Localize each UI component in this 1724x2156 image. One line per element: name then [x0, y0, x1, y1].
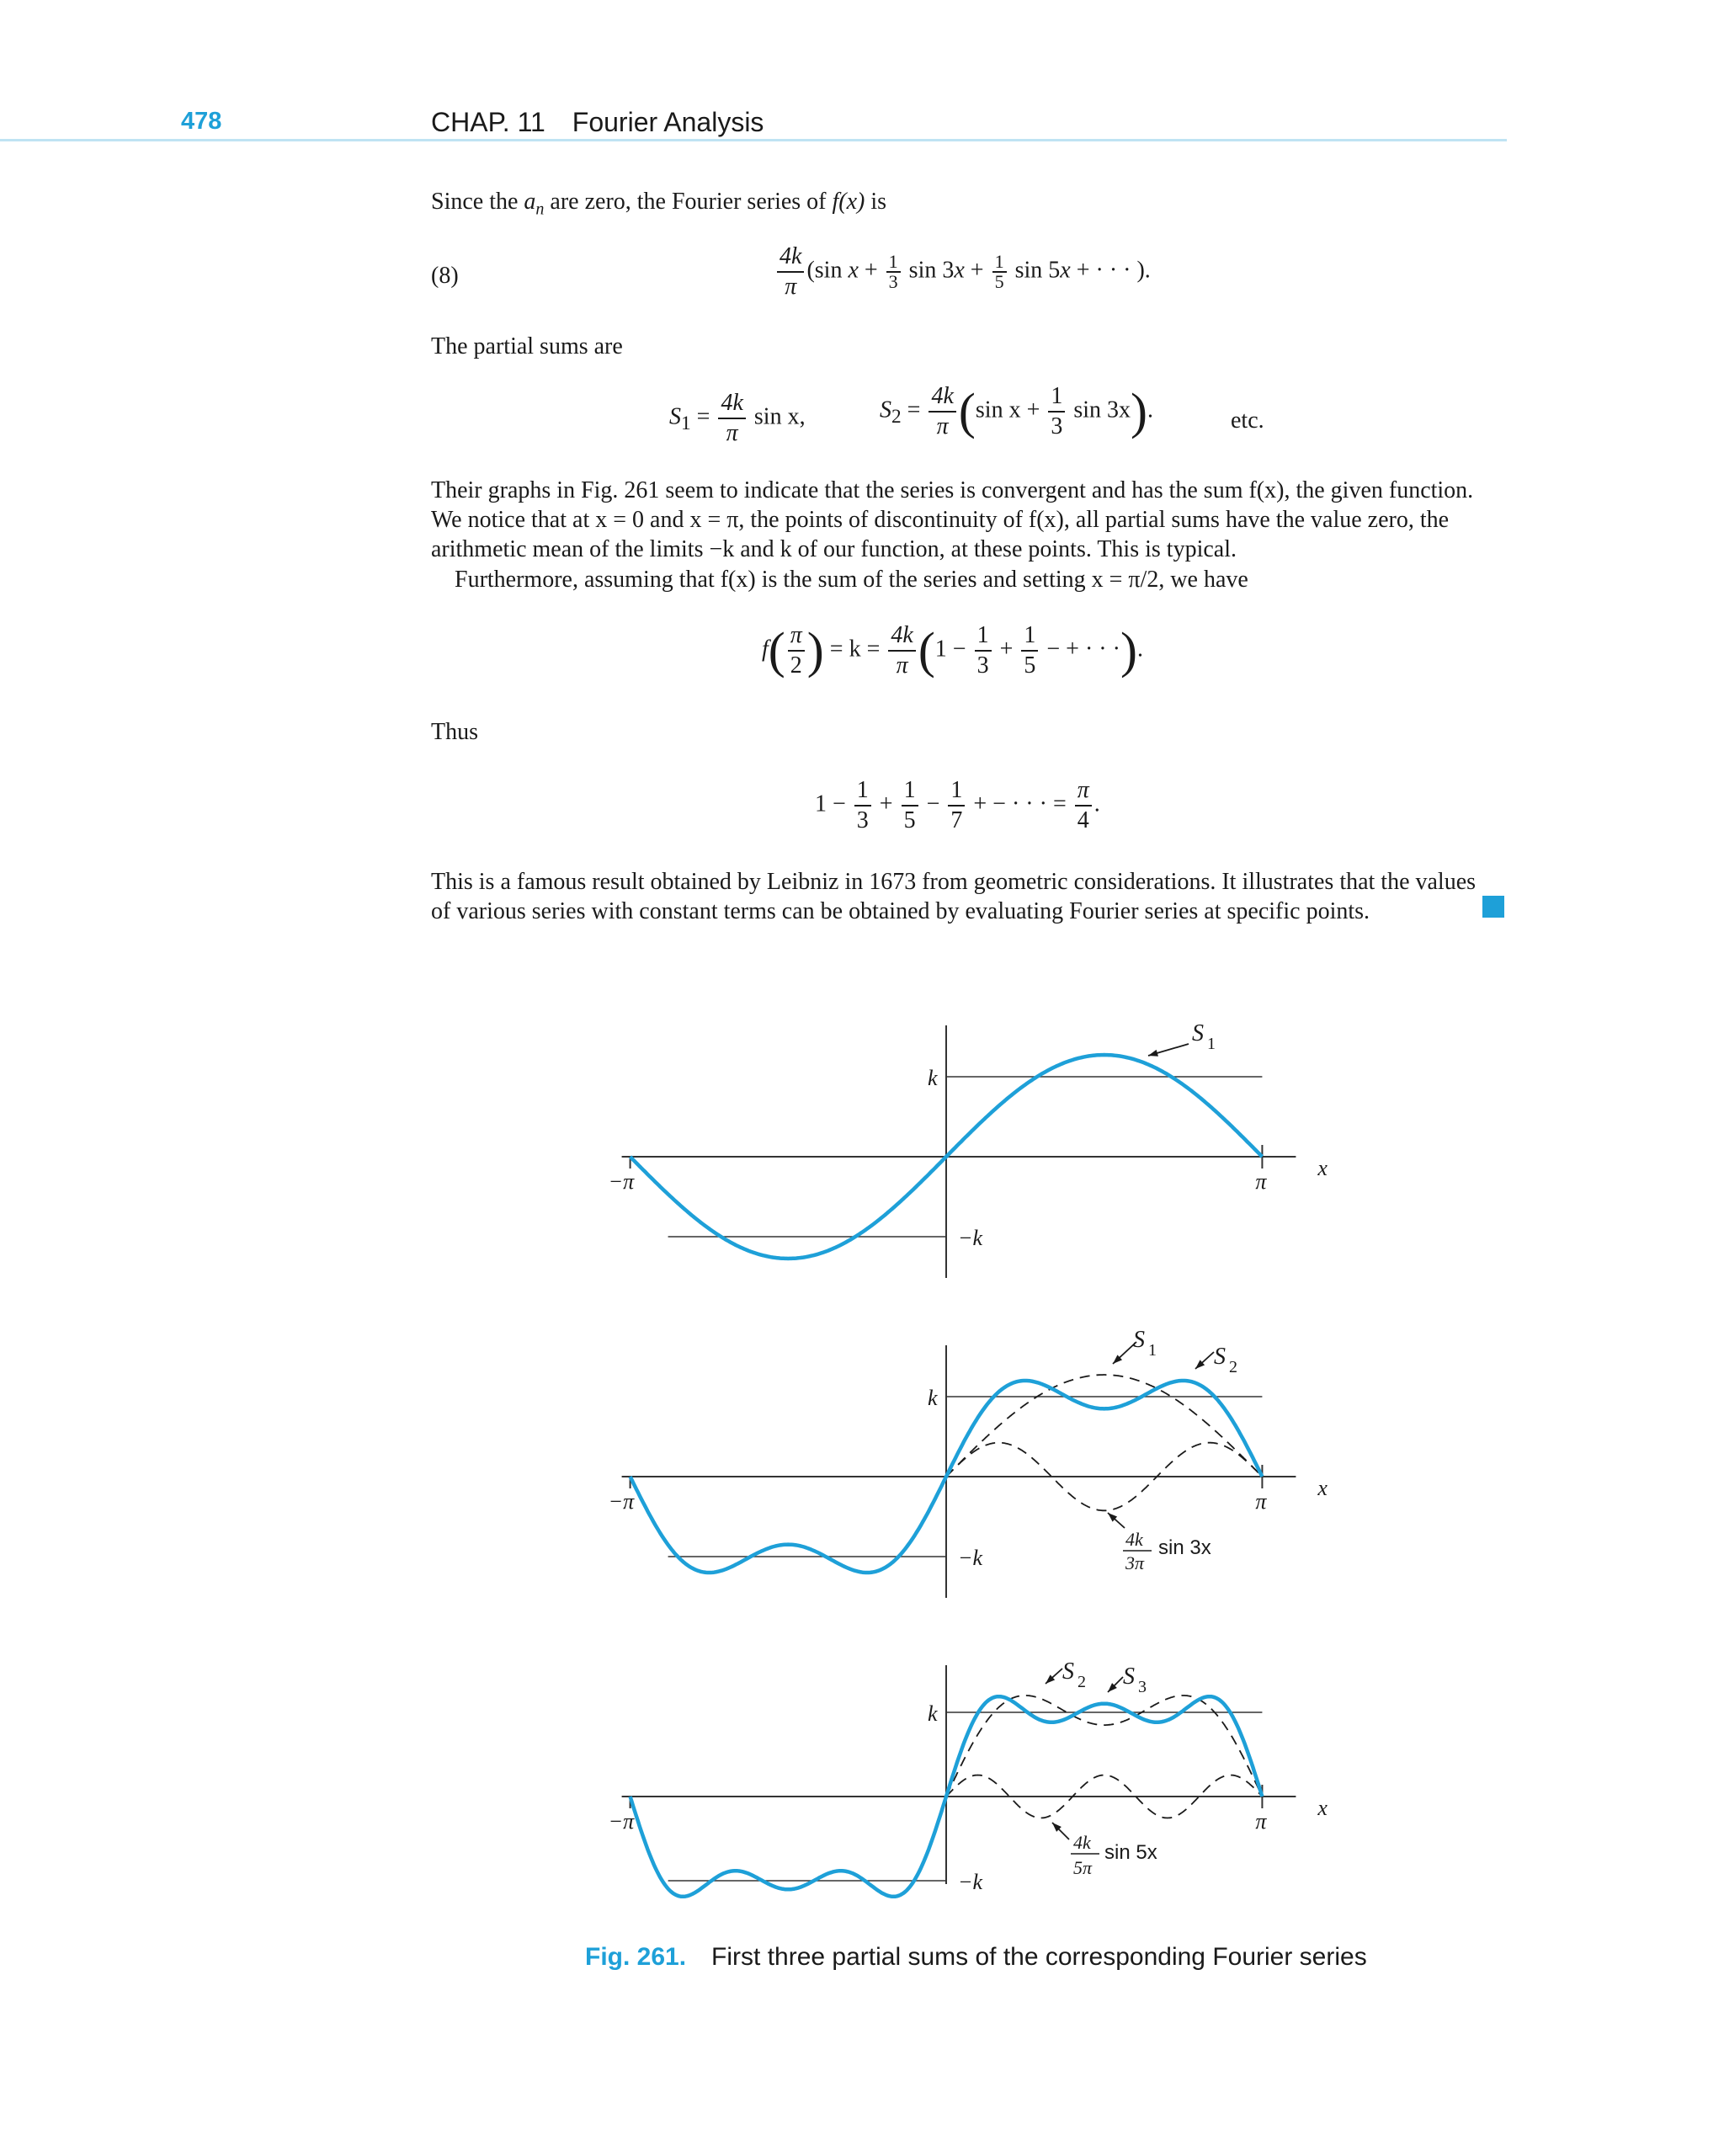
equation-leibniz: 1 − $\frac{1}{3}$ + $\frac{1}{5}$ − $\frac{1}{7}$ + − · · · = $\frac{\pi}{4}$ .	[815, 777, 1100, 833]
caption-text: First three partial sums of the corresponding Fourier series	[711, 1943, 1367, 1971]
paragraph-intro: Since the $a_n$ are zero, the Fourier series of f(x) is	[431, 189, 887, 219]
label-s1-top-S: S	[1192, 1020, 1204, 1046]
arrow-s1-top-head	[1148, 1050, 1158, 1057]
graph-3-label-pi: π	[1255, 1809, 1267, 1834]
paragraph-furthermore: Furthermore, assuming that f(x) is the sum of the series and setting x = π/2, we have	[455, 567, 1248, 593]
paragraph-partial-sums: The partial sums are	[431, 333, 623, 359]
graph-2-label-k: k	[928, 1386, 938, 1410]
label-s3-bot-S: S	[1123, 1664, 1135, 1690]
label-frac3-den: 3π	[1125, 1552, 1145, 1573]
label-sin3x: sin 3x	[1158, 1536, 1211, 1559]
paragraph-thus: Thus	[431, 719, 478, 745]
graph-2-label-x: x	[1317, 1476, 1328, 1500]
label-s2-mid-sub: 2	[1229, 1358, 1237, 1376]
chapter-title: Fourier Analysis	[572, 107, 764, 137]
graph-2-label-minus-k: −k	[958, 1546, 983, 1570]
graph-2-dashed-1	[946, 1375, 1262, 1477]
label-sin5x: sin 5x	[1104, 1841, 1157, 1864]
graph-3-label-k: k	[928, 1701, 938, 1726]
graph-3-label-minus-pi: −π	[608, 1809, 635, 1834]
paragraph-convergence: Their graphs in Fig. 261 seem to indicate that the series is convergent and has the sum f(x), the given function. We notice that at x = 0 and x = π, the points of discontinuity of f(x), all partial sums have the value zero, the arithmetic mean of the limits −k and k of our function, at these points. This is typical.	[431, 477, 1474, 562]
graph-3-label-minus-k: −k	[958, 1870, 983, 1894]
graph-1-label-k: k	[928, 1066, 938, 1090]
graph-1-label-pi: π	[1255, 1169, 1267, 1194]
graph-2-label-pi: π	[1255, 1489, 1267, 1514]
label-s2-mid-S: S	[1214, 1344, 1226, 1370]
graph-1-label-x: x	[1317, 1156, 1328, 1180]
label-s1-mid-S: S	[1133, 1327, 1145, 1353]
equation-f-pi-half: f( $\frac{\pi}{2}$ ) = k = $\frac{4k}{\pi}$ (1 − $\frac{1}{3}$ + $\frac{1}{5}$ − + · · ·).	[762, 622, 1143, 679]
graph-3-label-x: x	[1317, 1796, 1328, 1820]
label-s1-top-sub: 1	[1207, 1035, 1216, 1053]
label-frac5-den: 5π	[1073, 1857, 1093, 1878]
etc-label: etc.	[1231, 407, 1264, 434]
equation-8: $\frac{4k}{\pi}$ (sin x + $\frac{1}{3}$ sin 3x + $\frac{1}{5}$ sin 5x + · · · ).	[774, 242, 1151, 301]
figure-caption	[585, 1943, 1367, 1972]
graph-1-label-minus-pi: −π	[608, 1169, 635, 1194]
label-s3-bot-sub: 3	[1138, 1678, 1147, 1696]
label-s1-mid-sub: 1	[1148, 1341, 1157, 1360]
graph-1-label-minus-k: −k	[958, 1226, 983, 1250]
equation-s2: $S_2$ = $\frac{4k}{\pi}$ (sin x + $\frac{1}{3}$ sin 3x).	[880, 383, 1154, 439]
label-frac5-num: 4k	[1073, 1832, 1091, 1853]
page-number: 478	[181, 108, 222, 135]
label-s2-bot-sub: 2	[1078, 1673, 1086, 1691]
equation-s1: $S_1$ = $\frac{4k}{\pi}$ sin x,	[669, 390, 806, 446]
paragraph-leibniz: This is a famous result obtained by Leibniz in 1673 from geometric considerations. It illustrates that the values of various series with constant terms can be obtained by evaluating Fourier series at specific points.	[431, 869, 1477, 924]
figure-label: Fig. 261.	[585, 1943, 687, 1971]
graph-2-label-minus-pi: −π	[608, 1489, 635, 1514]
label-s2-bot-S: S	[1062, 1658, 1074, 1685]
chapter-number: CHAP. 11	[431, 107, 545, 137]
label-frac3-num: 4k	[1125, 1529, 1143, 1550]
equation-number-8: (8)	[431, 263, 459, 289]
